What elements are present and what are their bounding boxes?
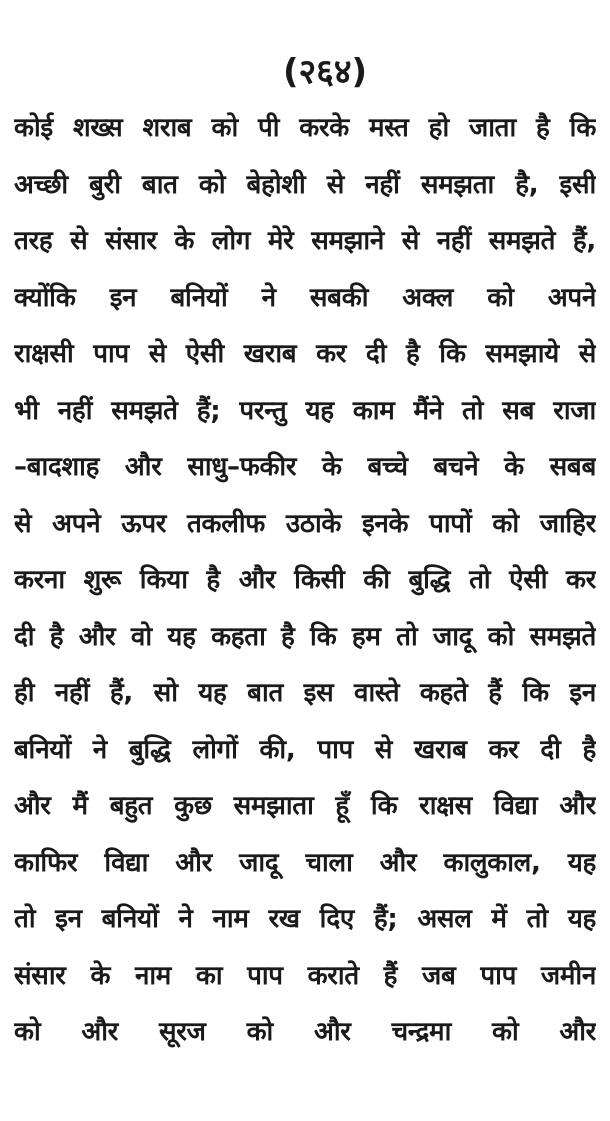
text-line: क्योंकि इन बनियों ने सबकी अक्ल को अपने (14, 282, 596, 313)
text-line: कोई शख्स शराब को पी करके मस्त हो जाता है कि (14, 113, 596, 143)
text-line: भी नहीं समझते हैं; परन्तु यह काम मैंने तो सब राजा (14, 395, 596, 426)
text-line: और मैं बहुत कुछ समझाता हूँ कि राक्षस विद्या और (14, 791, 596, 821)
text-line: –बादशाह और साधु–फकीर के बच्चे बचने के सबब (14, 452, 596, 482)
text-line: काफिर विद्या और जादू चाला और कालुकाल, यह (14, 847, 596, 878)
page-number: (२६४) (282, 52, 368, 92)
text-line: से अपने ऊपर तकलीफ उठाके इनके पापों को जाहिर (14, 508, 596, 539)
text-line: तो इन बनियों ने नाम रख दिए हैं; असल में तो यह (14, 904, 596, 934)
text-line: करना शुरू किया है और किसी की बुद्धि तो ऐसी कर (14, 565, 596, 595)
text-line: तरह से संसार के लोग मेरे समझाने से नहीं समझते हैं, (14, 226, 596, 256)
text-line: को और सूरज को और चन्द्रमा को और (14, 1017, 596, 1047)
text-line: ही नहीं हैं, सो यह बात इस वास्ते कहते हैं कि इन (14, 678, 596, 708)
text-line: राक्षसी पाप से ऐसी खराब कर दी है कि समझाये से (14, 339, 596, 369)
body-text (14, 100, 596, 1061)
text-line: बनियों ने बुद्धि लोगों की, पाप से खराब कर दी है (14, 734, 596, 765)
text-line: दी है और वो यह कहता है कि हम तो जादू को समझते (14, 621, 596, 652)
text-line: संसार के नाम का पाप कराते हैं जब पाप जमीन (14, 960, 596, 991)
text-line: अच्छी बुरी बात को बेहोशी से नहीं समझता है, इसी (14, 169, 596, 200)
